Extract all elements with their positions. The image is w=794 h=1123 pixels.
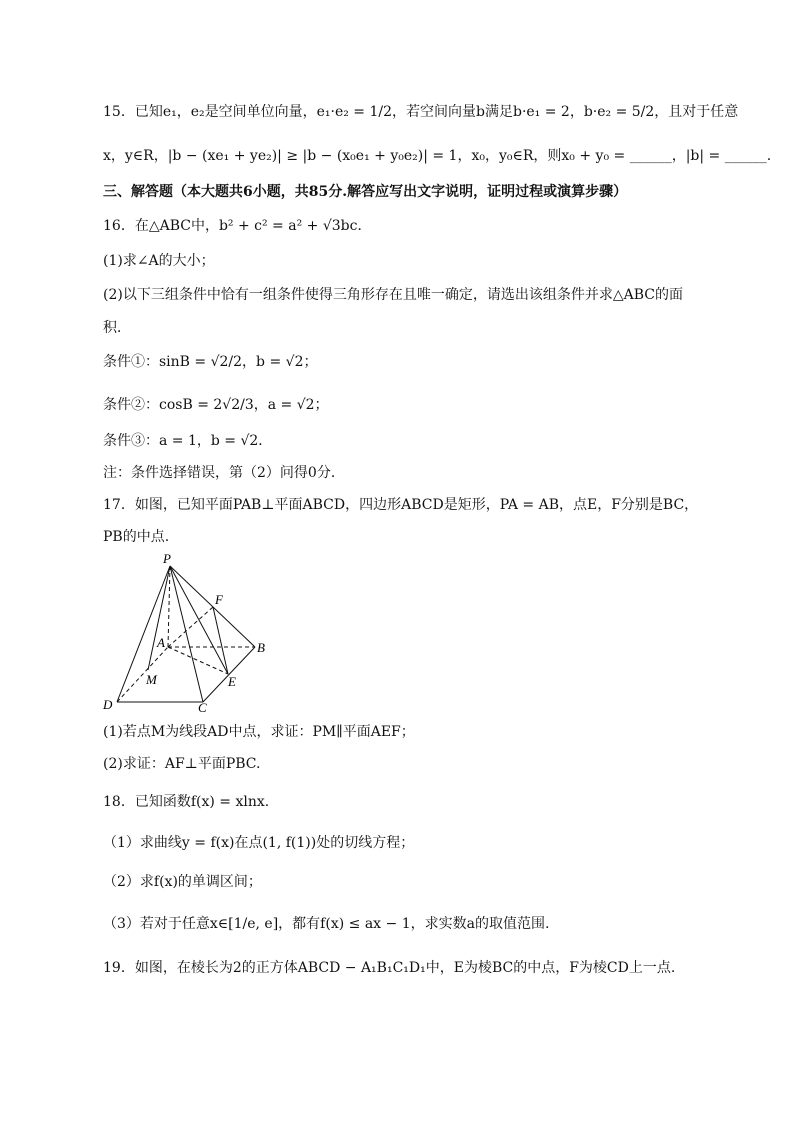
- label-P: P: [163, 552, 171, 566]
- q15-line1: 15．已知e₁，e₂是空间单位向量，e₁·e₂ = 1/2，若空间向量b满足b·e₁ = 2，b·e₂ = 5/2，且对于任意: [103, 104, 739, 120]
- q17-part2: (2)求证：AF⊥平面PBC.: [103, 756, 261, 772]
- q16-condition-3: 条件③：a = 1，b = √2．: [103, 433, 273, 449]
- q17-part1: (1)若点M为线段AD中点，求证：PM∥平面AEF；: [103, 724, 415, 740]
- q18-part3: （3）若对于任意x∈[1/e, e]，都有f(x) ≤ ax − 1，求实数a的取值范围.: [103, 916, 550, 932]
- label-E: E: [228, 674, 236, 689]
- label-M: M: [146, 672, 157, 687]
- q18-stem: 18．已知函数f(x) = xlnx.: [103, 794, 270, 810]
- pyramid-figure: [100, 552, 280, 712]
- label-D: D: [103, 697, 113, 712]
- q16-condition-2: 条件②：cosB = 2√2/3，a = √2；: [103, 397, 329, 413]
- section3-heading: 三、解答题（本大题共6小题，共85分.解答应写出文字说明，证明过程或演算步骤）: [103, 184, 628, 200]
- label-B: B: [257, 640, 265, 655]
- q18-part1: （1）求曲线y = f(x)在点(1, f(1))处的切线方程；: [103, 835, 415, 851]
- q19-stem: 19．如图，在棱长为2的正方体ABCD − A₁B₁C₁D₁中，E为棱BC的中点，F为棱CD上一点.: [103, 960, 676, 976]
- label-C: C: [198, 700, 207, 712]
- q17-stem1: 17．如图，已知平面PAB⊥平面ABCD，四边形ABCD是矩形，PA = AB，点E，F分别是BC，: [103, 497, 699, 513]
- q16-part1: (1)求∠A的大小；: [103, 253, 215, 269]
- q16-part2b: 积．: [103, 320, 131, 336]
- q18-part2: （2）求f(x)的单调区间；: [103, 874, 262, 890]
- q16-note: 注：条件选择错误，第（2）问得0分．: [103, 465, 345, 481]
- q17-stem2: PB的中点.: [103, 529, 170, 545]
- label-A: A: [157, 635, 165, 650]
- q16-condition-1: 条件①：sinB = √2/2，b = √2；: [103, 354, 318, 370]
- q16-part2a: (2)以下三组条件中恰有一组条件使得三角形存在且唯一确定，请选出该组条件并求△ABC的面: [103, 287, 683, 303]
- q15-line2: x，y∈R，|b − (xe₁ + ye₂)| ≥ |b − (x₀e₁ + y₀e₂)| = 1，x₀，y₀∈R，则x₀ + y₀ = ______，|b| = ______.: [103, 148, 772, 164]
- q16-stem: 16．在△ABC中，b² + c² = a² + √3bc．: [103, 218, 372, 234]
- label-F: F: [215, 592, 223, 607]
